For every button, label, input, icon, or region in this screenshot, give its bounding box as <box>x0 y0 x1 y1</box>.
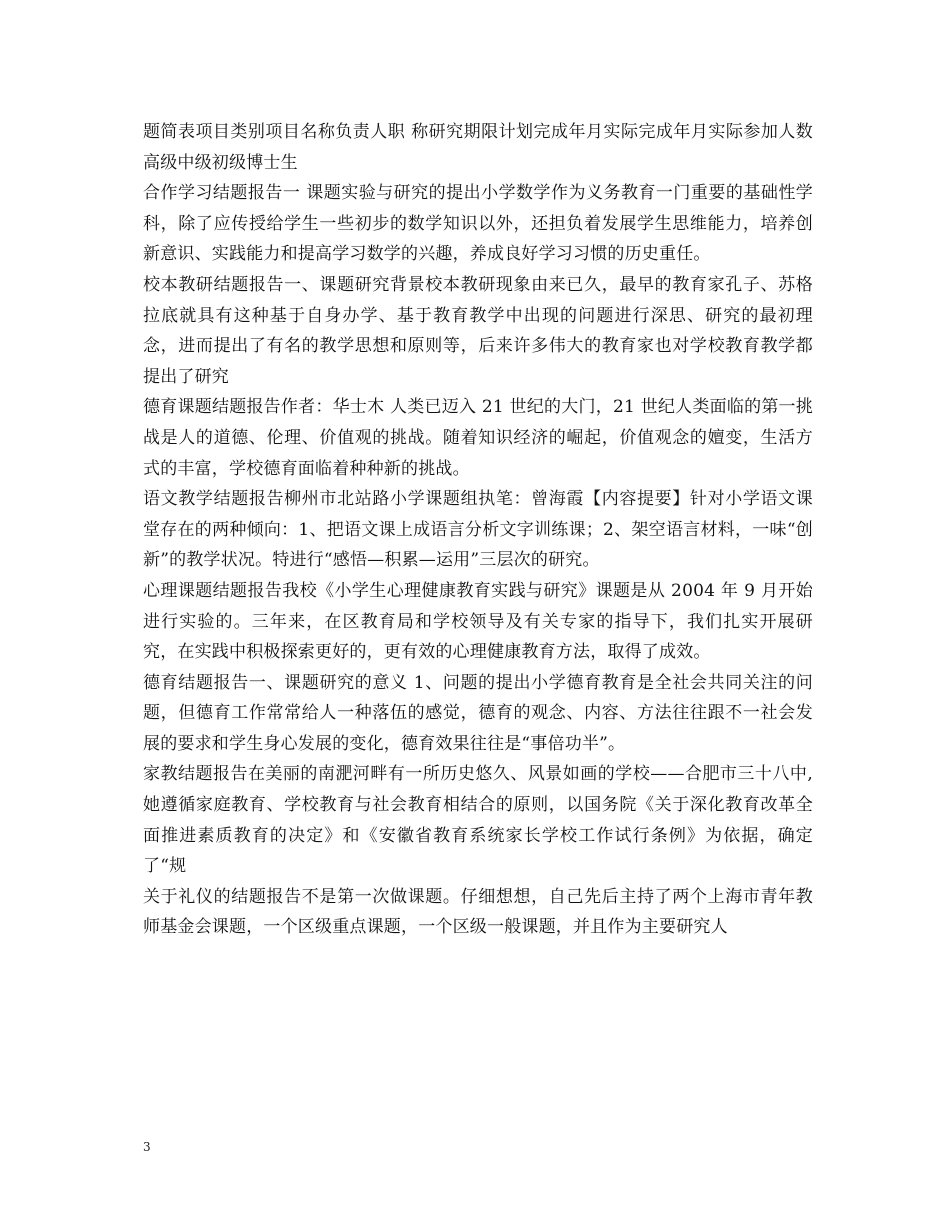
paragraph-school-research: 校本教研结题报告一、课题研究背景校本教研现象由来已久，最早的教育家孔子、苏格拉底就具有这种基于自身办学、基于教育教学中出现的问题进行深思、研究的最初理念，进而提出了有名的教学思想和原则等，后来许多伟大的教育家也对学校教育教学都提出了研究 <box>143 274 813 387</box>
paragraph-project-table: 题简表项目类别项目名称负责人职 称研究期限计划完成年月实际完成年月实际参加人数高级中级初级博士生 <box>143 122 813 173</box>
paragraph-cooperative-learning: 合作学习结题报告一 课题实验与研究的提出小学数学作为义务教育一门重要的基础性学科，除了应传授给学生一些初步的数学知识以外，还担负着发展学生思维能力，培养创新意识、实践能力和提高学习数学的兴趣，养成良好学习习惯的历史重任。 <box>143 183 813 265</box>
paragraph-family-education: 家教结题报告在美丽的南淝河畔有一所历史悠久、风景如画的学校——合肥市三十八中,她遵循家庭教育、学校教育与社会教育相结合的原则，以国务院《关于深化教育改革全面推进素质教育的决定》和《安徽省教育系统家长学校工作试行条例》为依据，确定了“规 <box>143 764 813 877</box>
paragraph-psychology-topic: 心理课题结题报告我校《小学生心理健康教育实践与研究》课题是从 2004 年 9 月开始进行实验的。三年来，在区教育局和学校领导及有关专家的指导下，我们扎实开展研究，在实践中积极探索更好的，更有效的心理健康教育方法，取得了成效。 <box>143 580 813 663</box>
paragraph-etiquette-report: 关于礼仪的结题报告不是第一次做课题。仔细想想，自己先后主持了两个上海市青年教师基金会课题，一个区级重点课题，一个区级一般课题，并且作为主要研究人 <box>143 886 813 938</box>
paragraph-moral-education-report: 德育结题报告一、课题研究的意义 1、问题的提出小学德育教育是全社会共同关注的问题，但德育工作常常给人一种落伍的感觉，德育的观念、内容、方法往往跟不一社会发展的要求和学生身心发展的变化，德育效果往往是“事倍功半”。 <box>143 672 813 754</box>
page-number: 3 <box>143 1140 151 1154</box>
document-body <box>143 117 813 943</box>
paragraph-chinese-teaching: 语文教学结题报告柳州市北站路小学课题组执笔：曾海霞【内容提要】针对小学语文课堂存在的两种倾向：1、把语文课上成语言分析文字训练课；2、架空语言材料，一味“创新”的教学状况。特进行“感悟—积累—运用”三层次的研究。 <box>143 489 813 571</box>
paragraph-moral-education-topic: 德育课题结题报告作者：华士木 人类已迈入 21 世纪的大门，21 世纪人类面临的第一挑战是人的道德、伦理、价值观的挑战。随着知识经济的崛起，价值观念的嬗变，生活方式的丰富，学校德育面临着种种新的挑战。 <box>143 397 813 479</box>
